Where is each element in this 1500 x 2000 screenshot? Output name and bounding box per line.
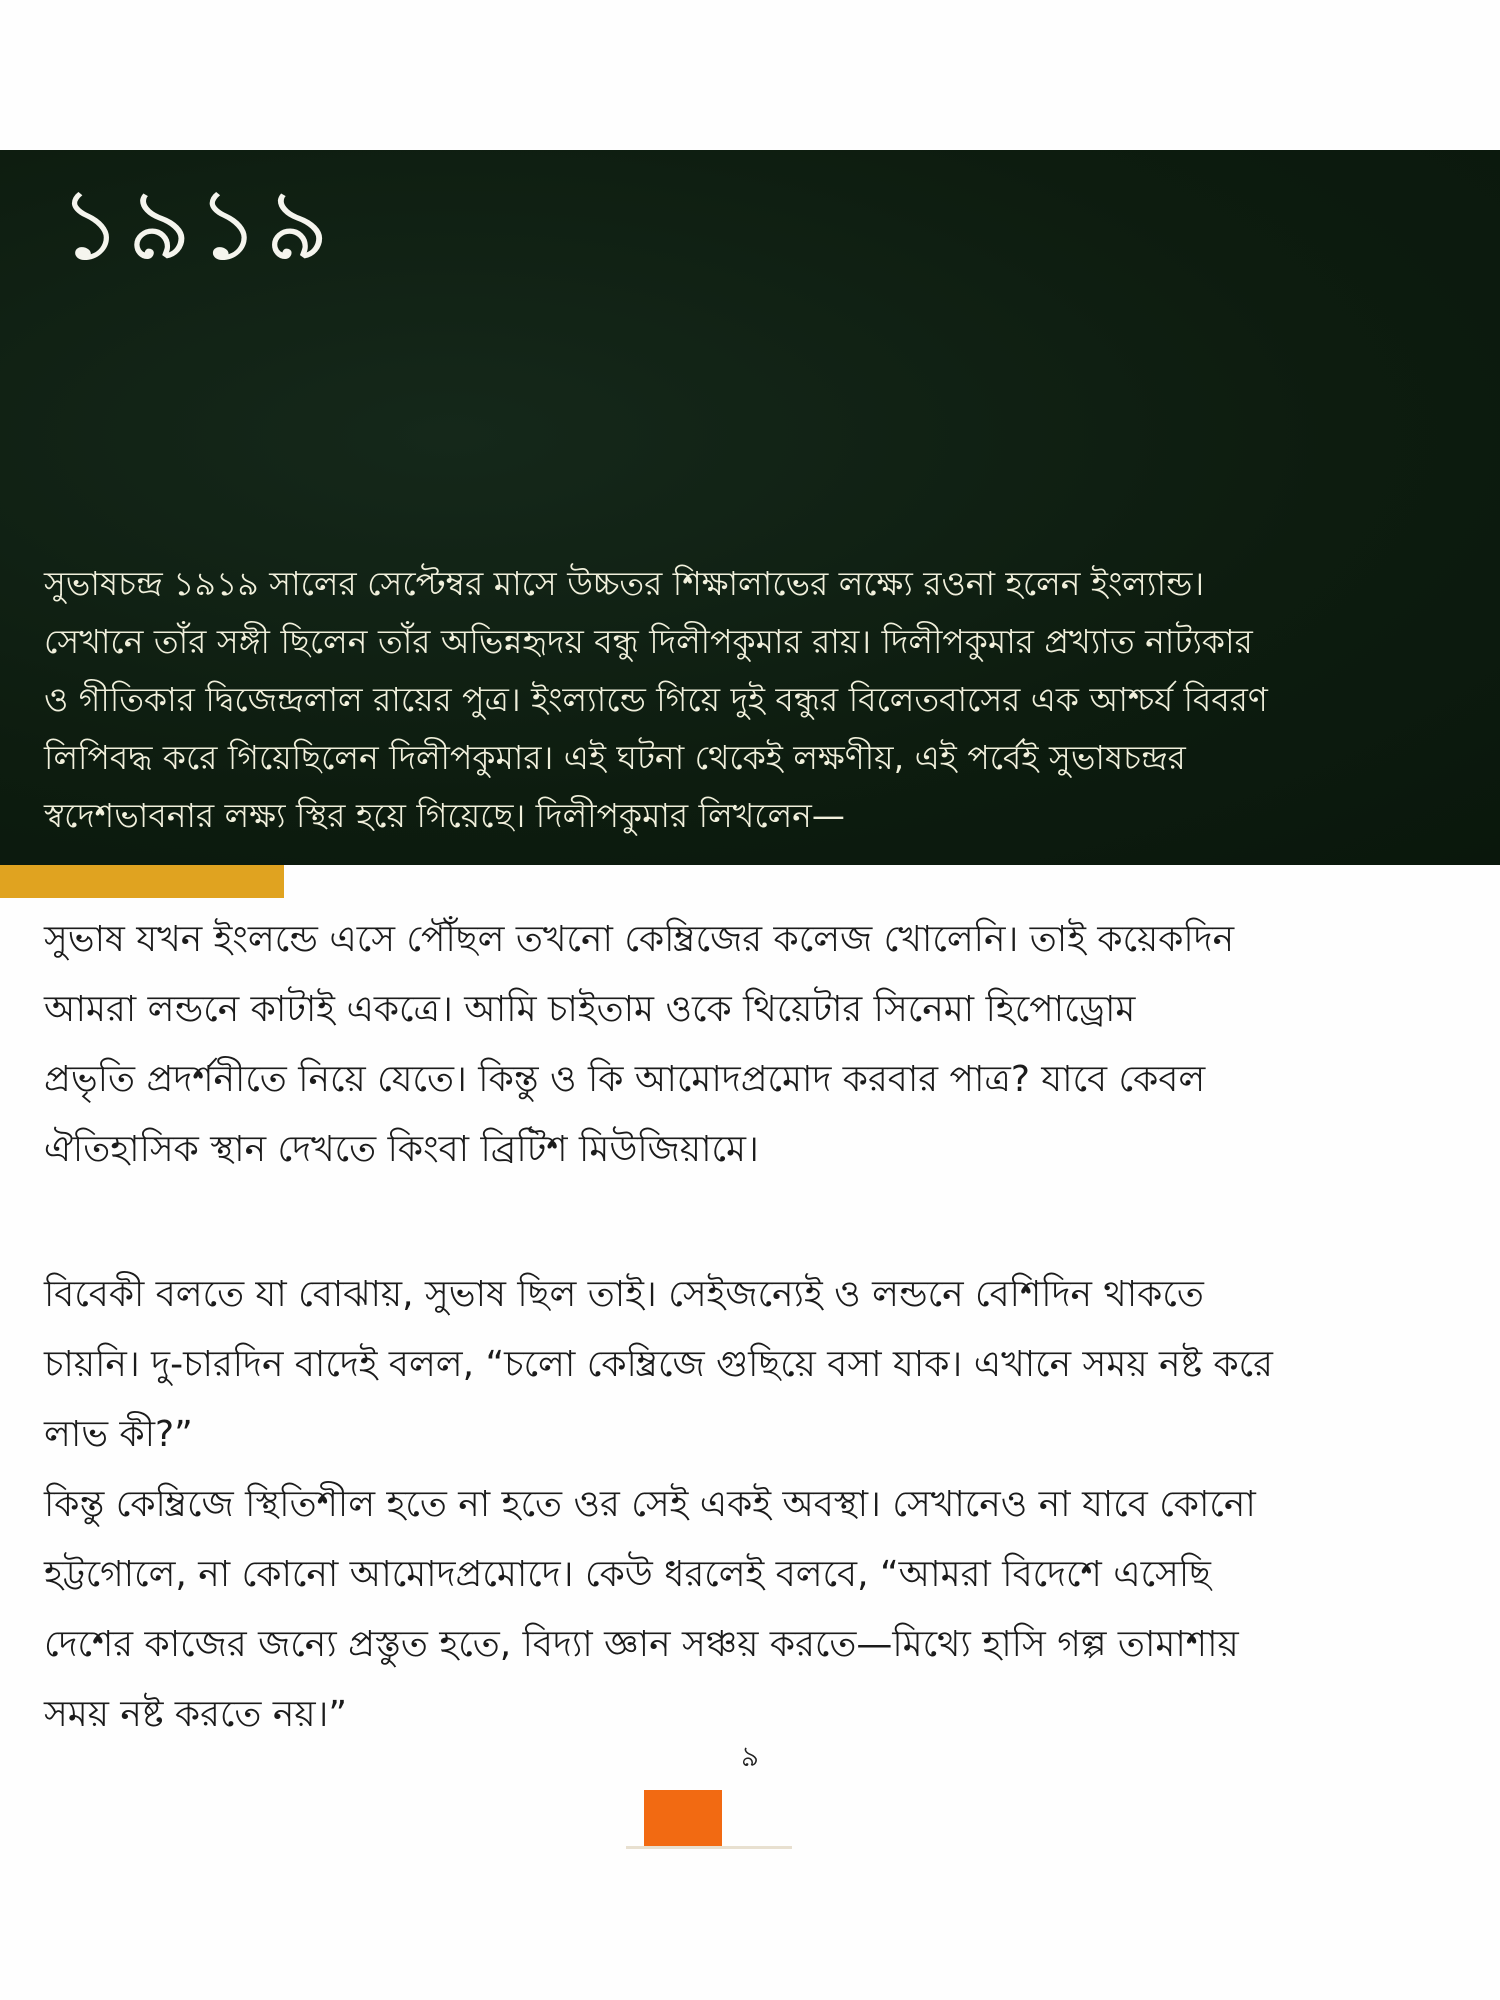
quote-line: সুভাষ যখন ইংলন্ডে এসে পৌঁছল তখনো কেম্ব্রিজের কলেজ খোলেনি। তাই কয়েকদিন [44, 919, 1235, 960]
chapter-year: ১৯১৯ [58, 166, 334, 283]
quote-line: চায়নি। দু-চারদিন বাদেই বলল, “চলো কেম্ব্রিজে গুছিয়ে বসা যাক। এখানে সময় নষ্ট করে [44, 1344, 1273, 1385]
quote-line: লাভ কী?” [44, 1414, 193, 1455]
intro-line: সেখানে তাঁর সঙ্গী ছিলেন তাঁর অভিন্নহৃদয় বন্ধু দিলীপকুমার রায়। দিলীপকুমার প্রখ্যাত নাট্যকার [44, 622, 1253, 661]
quote-line: প্রভৃতি প্রদর্শনীতে নিয়ে যেতে। কিন্তু ও কি আমোদপ্রমোদ করবার পাত্র? যাবে কেবল [44, 1059, 1206, 1100]
page-divider [626, 1846, 792, 1849]
paragraph-gap [44, 1185, 1464, 1260]
quote-line: কিন্তু কেম্ব্রিজে স্থিতিশীল হতে না হতে ওর সেই একই অবস্থা। সেখানেও না যাবে কোনো [44, 1484, 1256, 1525]
quote-line: বিবেকী বলতে যা বোঝায়, সুভাষ ছিল তাই। সেইজন্যেই ও লন্ডনে বেশিদিন থাকতে [44, 1274, 1204, 1315]
intro-line: লিপিবদ্ধ করে গিয়েছিলেন দিলীপকুমার। এই ঘটনা থেকেই লক্ষণীয়, এই পর্বেই সুভাষচন্দ্রর [44, 738, 1186, 777]
intro-line: স্বদেশভাবনার লক্ষ্য স্থির হয়ে গিয়েছে। দিলীপকুমার লিখলেন— [44, 796, 845, 835]
quote-line: হট্টগোলে, না কোনো আমোদপ্রমোদে। কেউ ধরলেই বলবে, “আমরা বিদেশে এসেছি [44, 1554, 1211, 1595]
quote-text [44, 905, 1464, 1750]
intro-text [44, 555, 1464, 845]
intro-line: সুভাষচন্দ্র ১৯১৯ সালের সেপ্টেম্বর মাসে উচ্চতর শিক্ষালাভের লক্ষ্যে রওনা হলেন ইংল্যান্ড। [44, 564, 1205, 603]
intro-line: ও গীতিকার দ্বিজেন্দ্রলাল রায়ের পুত্র। ইংল্যান্ডে গিয়ে দুই বন্ধুর বিলেতবাসের এক আশ্চর্য বিবরণ [44, 680, 1268, 719]
quote-line: দেশের কাজের জন্যে প্রস্তুত হতে, বিদ্যা জ্ঞান সঞ্চয় করতে—মিথ্যে হাসি গল্প তামাশায় [44, 1624, 1239, 1665]
quote-line: ঐতিহাসিক স্থান দেখতে কিংবা ব্রিটিশ মিউজিয়ামে। [44, 1129, 759, 1170]
page-number: ৯ [740, 1740, 760, 1773]
accent-bar [0, 865, 284, 898]
quote-line: আমরা লন্ডনে কাটাই একত্রে। আমি চাইতাম ওকে থিয়েটার সিনেমা হিপোড্রোম [44, 989, 1136, 1030]
quote-line: সময় নষ্ট করতে নয়।” [44, 1694, 348, 1735]
page-marker [644, 1790, 722, 1848]
